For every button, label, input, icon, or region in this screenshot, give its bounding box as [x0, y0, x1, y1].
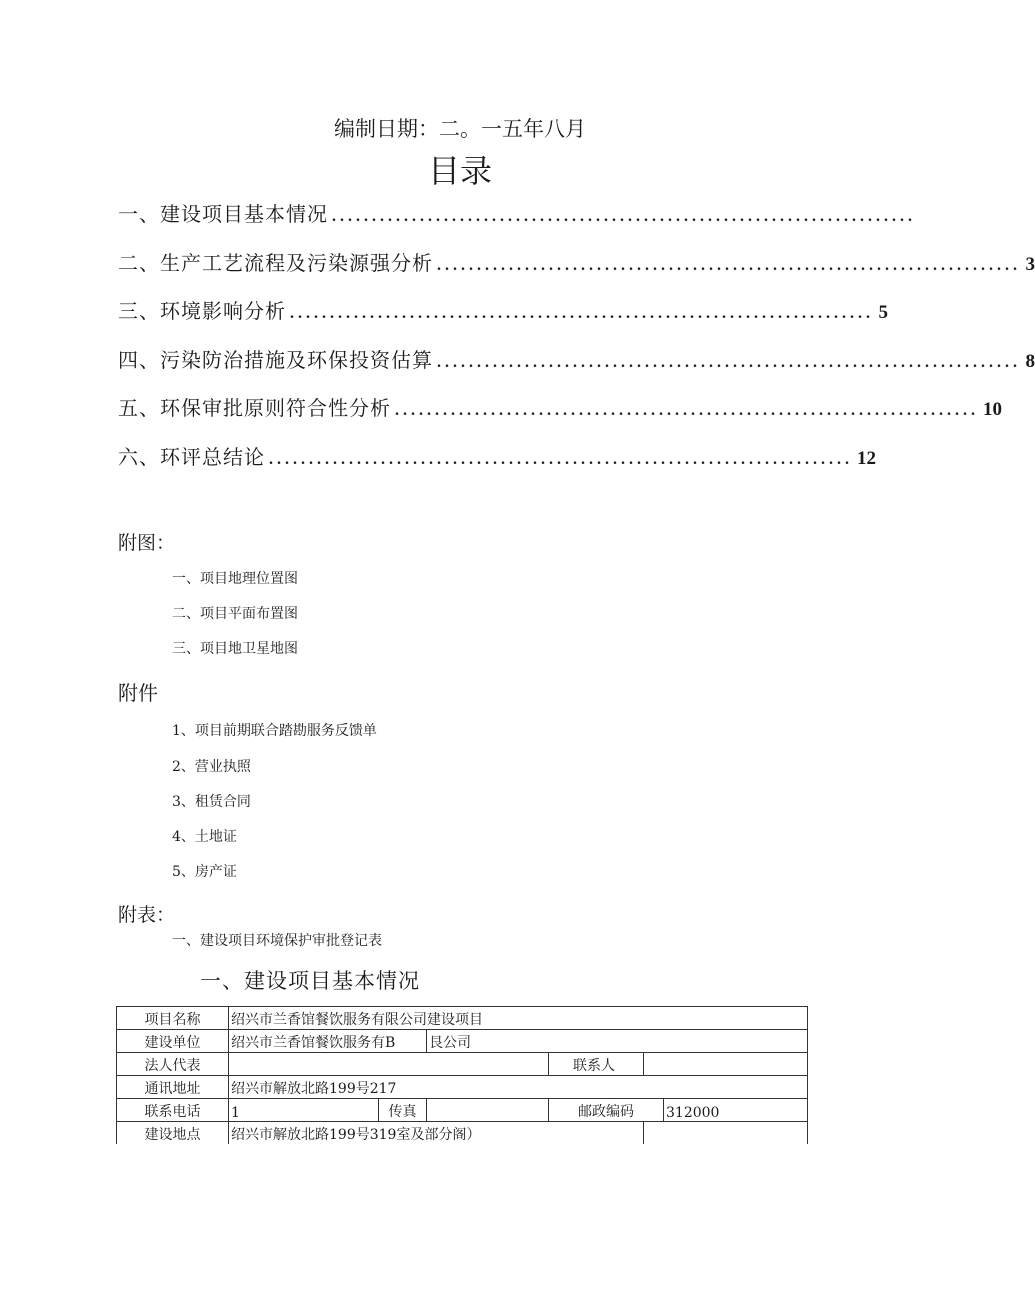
- figure-item: 一、项目地理位置图: [172, 571, 298, 587]
- attachments-heading: 附件: [118, 681, 158, 705]
- cell-label: 建设单位: [117, 1030, 229, 1053]
- toc-entry[interactable]: [118, 391, 1002, 421]
- cell-value: 艮公司: [427, 1030, 808, 1053]
- cell-value: 绍兴市兰香馆餐饮服务有限公司建设项目: [229, 1007, 808, 1030]
- cell-label: 传真: [379, 1099, 427, 1122]
- toc-entry-label: 一、建设项目基本情况: [118, 202, 328, 226]
- toc-leader-dots: .........................................................................: [332, 208, 916, 225]
- table-row: [117, 1053, 808, 1076]
- attachment-item: 5、房产证: [172, 864, 237, 880]
- compile-date: 编制日期：二。一五年八月: [334, 117, 586, 141]
- toc-entry-label: 三、环境影响分析: [118, 299, 286, 323]
- toc-leader-dots: .........................................................................: [437, 354, 1021, 371]
- cell-label: 项目名称: [117, 1007, 229, 1030]
- toc-page-number: 12: [857, 448, 876, 469]
- toc-page-number: 3: [1025, 254, 1035, 275]
- figures-heading: 附图：: [118, 532, 176, 554]
- tables-heading: 附表：: [118, 904, 176, 926]
- toc-leader-dots: .........................................................................: [290, 305, 874, 322]
- cell-value: [427, 1099, 549, 1122]
- toc-page-number: 10: [983, 399, 1002, 420]
- attachment-item: 2、营业执照: [172, 759, 251, 775]
- cell-value: 312000: [664, 1099, 808, 1122]
- cell-label: 建设地点: [117, 1122, 229, 1145]
- project-info-table: [116, 1006, 808, 1144]
- table-row: [117, 1099, 808, 1122]
- table-row: [117, 1030, 808, 1053]
- cell-value: 绍兴市解放北路199号319室及部分阁）: [229, 1122, 644, 1145]
- toc-entry-label: 六、环评总结论: [118, 445, 265, 469]
- attachment-item: 4、土地证: [172, 829, 237, 845]
- toc-entry[interactable]: [118, 197, 916, 227]
- table-row: [117, 1007, 808, 1030]
- cell-value: [644, 1053, 808, 1076]
- section-title: 一、建设项目基本情况: [200, 969, 420, 993]
- toc-entry[interactable]: [118, 440, 876, 470]
- table-list-item: 一、建设项目环境保护审批登记表: [172, 933, 382, 949]
- cell-value: 1: [229, 1099, 379, 1122]
- figure-item: 三、项目地卫星地图: [172, 641, 298, 657]
- attachment-item: 3、租赁合同: [172, 794, 251, 810]
- toc-entry-label: 四、污染防治措施及环保投资估算: [118, 348, 433, 372]
- toc-leader-dots: .........................................................................: [437, 257, 1021, 274]
- toc-entry-label: 二、生产工艺流程及污染源强分析: [118, 251, 433, 275]
- toc-title: 目录: [427, 152, 492, 190]
- cell-value: [644, 1122, 808, 1145]
- cell-label: 通讯地址: [117, 1076, 229, 1099]
- toc-entry[interactable]: [118, 246, 1035, 276]
- cell-label: 联系电话: [117, 1099, 229, 1122]
- figure-item: 二、项目平面布置图: [172, 606, 298, 622]
- toc-entry[interactable]: [118, 343, 1035, 373]
- toc-leader-dots: .........................................................................: [395, 402, 979, 419]
- toc-entry[interactable]: [118, 294, 888, 324]
- cell-value: [229, 1053, 549, 1076]
- cell-label: 法人代表: [117, 1053, 229, 1076]
- toc-page-number: 5: [878, 302, 888, 323]
- toc-leader-dots: .........................................................................: [269, 451, 853, 468]
- table-row: [117, 1122, 808, 1145]
- cell-label: 邮政编码: [549, 1099, 664, 1122]
- cell-value: 绍兴市兰香馆餐饮服务有B: [229, 1030, 427, 1053]
- table-row: [117, 1076, 808, 1099]
- attachment-item: 1、项目前期联合踏勘服务反馈单: [172, 723, 377, 739]
- cell-value: 绍兴市解放北路199号217: [229, 1076, 808, 1099]
- toc-page-number: 8: [1025, 351, 1035, 372]
- cell-label: 联系人: [549, 1053, 644, 1076]
- toc-entry-label: 五、环保审批原则符合性分析: [118, 396, 391, 420]
